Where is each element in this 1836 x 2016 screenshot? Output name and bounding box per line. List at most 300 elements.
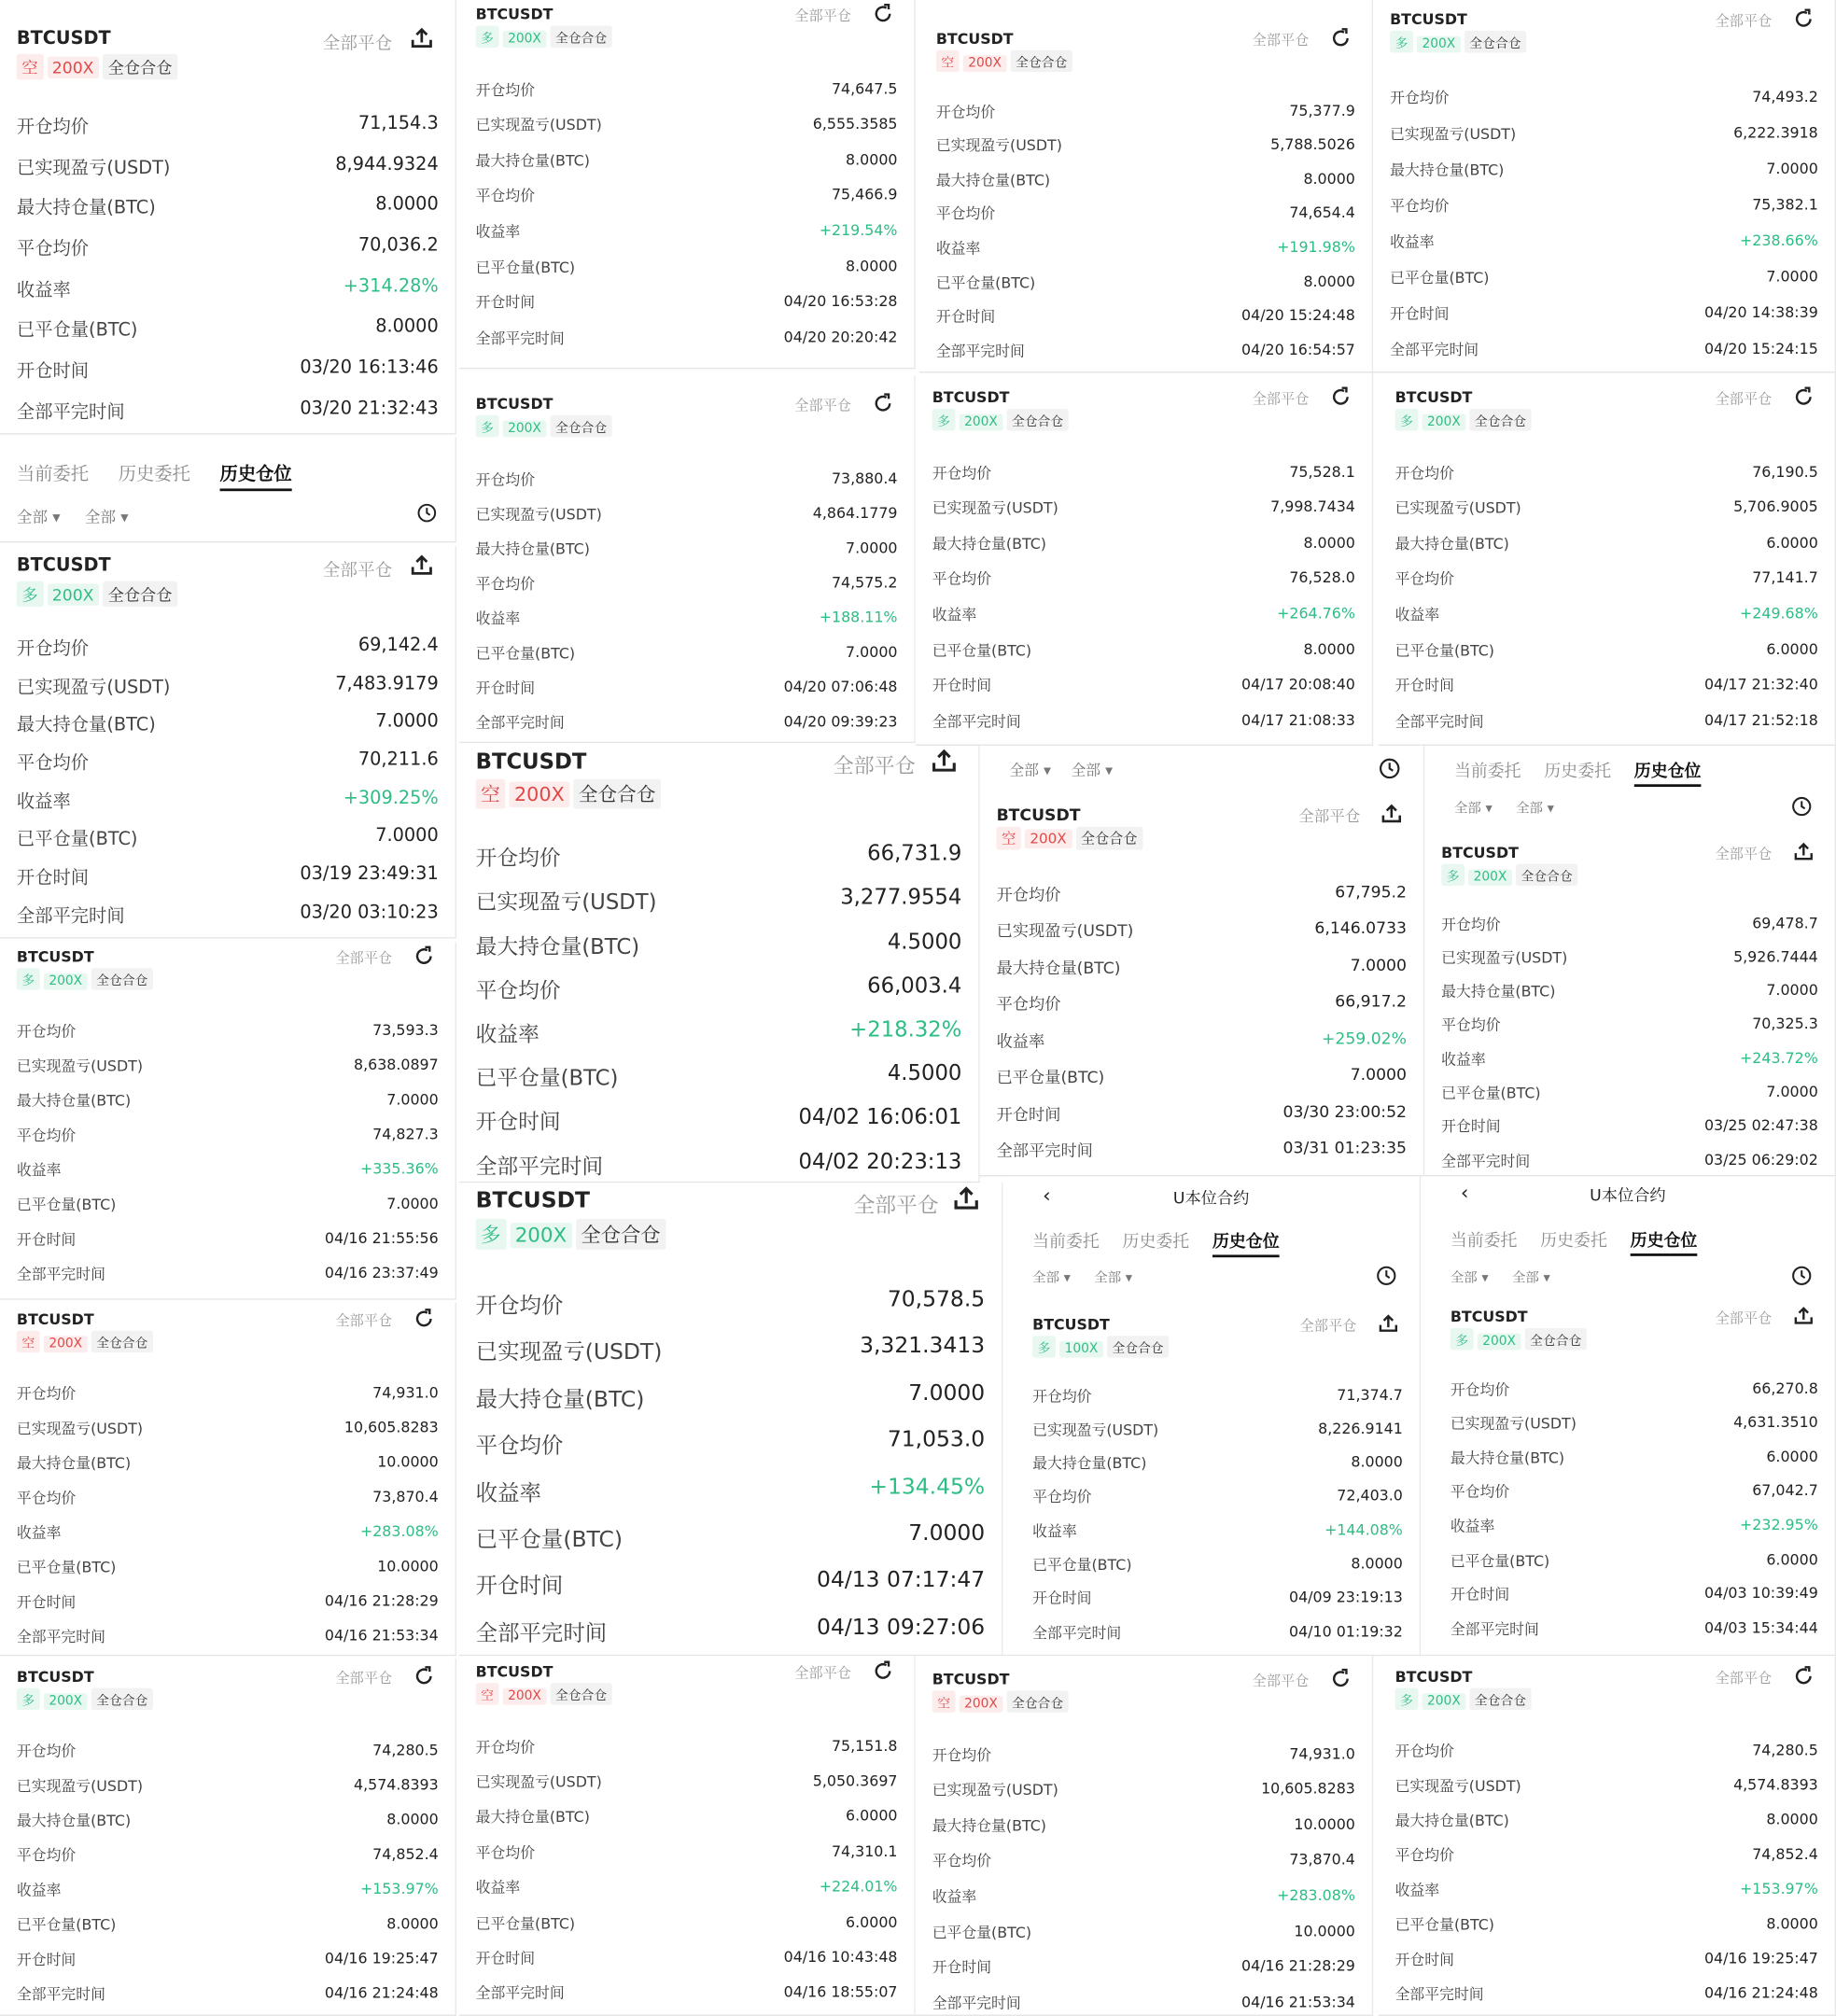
close-all-button[interactable]: 全部平仓 [1252,1672,1310,1689]
row-label: 收益率 [16,279,71,301]
position-card [0,546,456,938]
position-card [1424,746,1836,1176]
filter-type-dropdown[interactable]: 全部 ▾ [1032,1269,1071,1286]
refresh-icon[interactable] [1329,27,1352,56]
clock-icon[interactable] [416,503,437,529]
row-label: 开仓均价 [1032,1386,1092,1405]
tab-order-history[interactable]: 历史委托 [1540,1231,1607,1252]
row-label: 最大持仓量(BTC) [475,1808,590,1827]
row-value: 04/20 15:24:15 [1703,338,1818,357]
margin-mode-tag: 全仓合仓 [573,779,661,809]
row-label: 开仓时间 [1395,676,1454,695]
row-value: 04/17 20:08:40 [1241,675,1355,693]
row-value: +188.11% [819,607,898,626]
row-value: 74,280.5 [1752,1740,1818,1758]
clock-icon[interactable] [1375,1265,1396,1291]
leverage-tag: 200X [510,1223,571,1249]
short-tag: 空 [17,1330,40,1351]
row-value: 5,050.3697 [812,1771,898,1790]
row-label: 收益率 [475,222,521,241]
margin-mode-tag: 全仓合仓 [1006,1690,1068,1712]
row-label: 收益率 [1390,231,1435,250]
tag-group [17,581,181,607]
row-label: 全部平完时间 [1450,1619,1539,1638]
row-value: 75,382.1 [1752,194,1818,213]
row-value: +134.45% [869,1474,986,1500]
row-value: 74,310.1 [831,1841,898,1860]
refresh-icon[interactable] [1329,1667,1352,1696]
short-tag: 空 [17,53,43,79]
row-value: 7.0000 [1766,266,1818,286]
row-value: +314.28% [343,275,439,297]
row-label: 全部平完时间 [935,342,1025,360]
leverage-tag: 200X [503,1687,547,1704]
leverage-tag: 200X [44,1693,88,1710]
row-label: 已平仓量(BTC) [475,1913,576,1932]
refresh-icon[interactable] [1792,385,1815,414]
row-label: 开仓时间 [1441,1117,1501,1136]
close-all-button[interactable]: 全部平仓 [335,949,393,967]
margin-mode-tag: 全仓合仓 [1469,1687,1531,1709]
row-label: 最大持仓量(BTC) [1441,982,1556,1001]
row-value: 67,042.7 [1752,1481,1818,1500]
row-label: 已平仓量(BTC) [932,640,1032,659]
row-label: 开仓时间 [935,307,996,326]
row-value: 10.0000 [1294,1814,1355,1833]
row-label: 收益率 [996,1030,1045,1051]
margin-mode-tag: 全仓合仓 [550,25,611,47]
row-label: 最大持仓量(BTC) [935,170,1051,189]
row-label: 开仓均价 [935,102,996,120]
symbol-title: BTCUSDT [935,29,1014,48]
row-value: 8.0000 [846,149,898,169]
position-card [459,1183,1003,1656]
filter-direction-dropdown[interactable]: 全部 ▾ [1516,801,1554,817]
row-value: 6,222.3918 [1733,122,1818,141]
row-label: 收益率 [475,1480,541,1506]
row-value: 8.0000 [1303,169,1355,188]
close-all-button[interactable]: 全部平仓 [1299,1317,1357,1335]
close-all-button[interactable]: 全部平仓 [833,753,916,778]
clock-icon[interactable] [1790,1265,1812,1291]
row-label: 全部平完时间 [932,711,1021,731]
row-label: 最大持仓量(BTC) [16,1091,132,1110]
tab-current-orders[interactable]: 当前委托 [16,464,90,485]
tag-group [476,1219,670,1250]
row-value: 04/10 01:19:32 [1289,1621,1403,1641]
row-value: 4,864.1779 [812,503,898,522]
row-value: 66,270.8 [1752,1379,1818,1397]
refresh-icon[interactable] [412,945,434,973]
filter-type-dropdown[interactable]: 全部 ▾ [1453,801,1493,817]
close-all-button[interactable]: 全部平仓 [322,560,393,581]
tag-group [936,49,1076,71]
tab-position-history[interactable]: 历史仓位 [1634,757,1702,787]
row-value: 04/02 20:23:13 [798,1149,962,1174]
clock-icon[interactable] [1790,796,1812,822]
refresh-icon[interactable] [412,1308,434,1337]
row-label: 已平仓量(BTC) [1441,1084,1541,1102]
row-label: 全部平完时间 [16,401,125,423]
row-value: 04/02 16:06:01 [798,1104,962,1130]
share-icon[interactable] [1379,803,1402,833]
row-value: 69,478.7 [1752,913,1818,932]
close-all-button[interactable]: 全部平仓 [1252,31,1310,49]
row-label: 最大持仓量(BTC) [996,958,1121,977]
row-label: 已平仓量(BTC) [1395,1914,1494,1934]
row-value: 3,277.9554 [840,885,962,910]
filter-direction-dropdown[interactable]: 全部 ▾ [84,508,129,526]
row-value: 74,931.0 [1289,1743,1355,1762]
row-label: 平仓均价 [1395,569,1454,588]
row-label: 已平仓量(BTC) [475,1527,623,1553]
long-tag: 多 [476,1219,506,1250]
tab-current-orders[interactable]: 当前委托 [1450,1231,1518,1252]
row-label: 收益率 [16,1523,62,1542]
clock-icon[interactable] [1378,757,1400,786]
row-value: 04/16 19:25:47 [324,1948,439,1967]
row-value: 74,493.2 [1752,87,1818,105]
row-value: 74,931.0 [372,1382,439,1401]
row-label: 收益率 [1395,605,1440,623]
row-label: 最大持仓量(BTC) [475,933,640,959]
row-value: 8.0000 [1351,1554,1403,1573]
symbol-title: BTCUSDT [16,946,94,965]
long-tag: 多 [1441,863,1465,885]
row-value: 8.0000 [386,1913,439,1932]
long-tag: 多 [17,1687,40,1709]
row-label: 已实现盈亏(USDT) [935,136,1062,155]
row-label: 收益率 [16,1880,62,1898]
row-label: 开仓均价 [16,638,90,660]
close-all-button[interactable]: 全部平仓 [1715,390,1773,408]
row-label: 开仓时间 [932,676,992,695]
row-label: 已平仓量(BTC) [932,1923,1032,1941]
row-value: 04/16 10:43:48 [783,1947,898,1967]
close-all-button[interactable]: 全部平仓 [853,1193,939,1218]
row-value: 03/30 23:00:52 [1282,1101,1407,1122]
row-value: 74,575.2 [831,572,898,591]
row-value: 4,574.8393 [1733,1774,1818,1793]
share-icon[interactable] [951,1184,981,1222]
row-label: 已平仓量(BTC) [475,258,576,276]
row-value: 70,211.6 [357,749,439,771]
row-value: 6.0000 [846,1806,898,1826]
row-value: 04/20 16:54:57 [1241,340,1355,358]
close-all-button[interactable]: 全部平仓 [1715,1309,1773,1326]
close-all-button[interactable]: 全部平仓 [322,33,393,54]
row-label: 已实现盈亏(USDT) [996,920,1134,941]
row-value: 10.0000 [377,1452,439,1471]
row-label: 已实现盈亏(USDT) [16,1776,144,1795]
close-all-button[interactable]: 全部平仓 [1715,1669,1773,1687]
row-value: 67,795.2 [1335,881,1407,902]
leverage-tag: 200X [1423,1693,1466,1710]
tag-group [17,968,157,989]
leverage-tag: 200X [44,973,88,989]
row-label: 已实现盈亏(USDT) [1441,948,1568,967]
position-card [0,943,456,1300]
row-label: 最大持仓量(BTC) [16,715,156,736]
row-value: 7.0000 [1766,159,1818,177]
symbol-title: BTCUSDT [475,1661,554,1680]
row-value: 04/16 21:53:34 [324,1626,439,1645]
refresh-icon[interactable] [412,1665,434,1694]
row-value: 8.0000 [375,194,439,216]
filter-direction-dropdown[interactable]: 全部 ▾ [1094,1269,1133,1286]
filter-direction-dropdown[interactable]: 全部 ▾ [1511,1269,1550,1286]
row-value: 04/16 21:55:56 [324,1229,439,1248]
filter-type-dropdown[interactable]: 全部 ▾ [1009,761,1052,779]
tag-group [1032,1336,1172,1357]
row-value: 3,321.3413 [860,1333,986,1360]
close-all-button[interactable]: 全部平仓 [1715,12,1773,30]
row-label: 开仓时间 [475,293,536,312]
row-value: 74,654.4 [1289,203,1355,222]
margin-mode-tag: 全仓合仓 [1075,827,1142,850]
row-value: 04/20 20:20:42 [783,327,898,346]
row-value: 5,788.5026 [1270,134,1355,154]
row-label: 全部平完时间 [1390,340,1479,358]
refresh-icon[interactable] [1329,385,1352,414]
row-label: 开仓时间 [1395,1950,1454,1968]
symbol-title: BTCUSDT [475,4,554,23]
long-tag: 多 [1395,1687,1419,1709]
row-label: 开仓均价 [1395,463,1454,482]
row-value: +243.72% [1740,1048,1818,1067]
close-all-button[interactable]: 全部平仓 [335,1311,393,1329]
row-label: 开仓时间 [16,361,90,383]
close-all-button[interactable]: 全部平仓 [1298,806,1361,826]
row-label: 已实现盈亏(USDT) [16,1419,144,1437]
row-label: 收益率 [1395,1880,1440,1898]
close-all-button[interactable]: 全部平仓 [335,1669,393,1687]
row-label: 已平仓量(BTC) [16,1558,117,1576]
close-all-button[interactable]: 全部平仓 [1252,390,1310,408]
row-value: 04/17 21:32:40 [1703,675,1818,693]
row-label: 全部平完时间 [1395,1984,1484,2003]
refresh-icon[interactable] [871,2,893,31]
row-value: 66,731.9 [867,841,962,866]
leverage-tag: 200X [960,1695,1003,1712]
tab-order-history[interactable]: 历史委托 [1544,762,1612,782]
row-label: 收益率 [1441,1050,1486,1069]
row-label: 已平仓量(BTC) [16,320,138,342]
row-label: 全部平完时间 [475,1620,608,1647]
refresh-icon[interactable] [1792,1665,1815,1694]
tab-current-orders[interactable]: 当前委托 [1032,1233,1100,1253]
row-value: 7.0000 [386,1194,439,1213]
share-icon[interactable] [409,25,435,57]
row-label: 平仓均价 [935,204,996,223]
row-label: 开仓时间 [16,1950,77,1968]
row-value: 04/16 21:28:29 [324,1591,439,1610]
row-label: 全部平完时间 [16,1628,105,1646]
row-value: 03/25 02:47:38 [1703,1116,1818,1135]
tab-position-history[interactable]: 历史仓位 [1631,1226,1698,1256]
row-label: 已实现盈亏(USDT) [932,498,1058,517]
row-value: 04/03 15:34:44 [1703,1617,1818,1637]
tag-group [1395,409,1535,430]
symbol-title: BTCUSDT [475,749,587,775]
row-label: 最大持仓量(BTC) [16,198,156,219]
tab-current-orders[interactable]: 当前委托 [1453,762,1521,782]
back-button[interactable]: ‹ [1043,1183,1051,1208]
row-value: 03/25 06:29:02 [1703,1150,1818,1169]
row-label: 平仓均价 [1441,1015,1501,1035]
row-label: 平仓均价 [16,1845,77,1864]
row-value: +264.76% [1277,604,1355,623]
close-all-button[interactable]: 全部平仓 [1715,845,1773,862]
position-card [916,372,1373,745]
row-label: 已实现盈亏(USDT) [1450,1414,1577,1433]
row-value: 66,917.2 [1335,991,1407,1012]
row-value: 03/31 01:23:35 [1282,1138,1407,1158]
row-value: +283.08% [1277,1885,1355,1904]
position-card [1421,1176,1836,1656]
position-card [0,0,456,435]
row-label: 开仓时间 [1450,1585,1510,1603]
row-value: +259.02% [1321,1028,1407,1048]
position-card [459,743,980,1183]
refresh-icon[interactable] [871,1659,893,1688]
long-tag: 多 [1390,31,1413,52]
row-label: 已平仓量(BTC) [935,273,1036,292]
row-label: 收益率 [1450,1517,1495,1535]
back-button[interactable]: ‹ [1460,1181,1469,1205]
row-label: 最大持仓量(BTC) [932,534,1046,553]
row-label: 平仓均价 [16,239,90,260]
filter-type-dropdown[interactable]: 全部 ▾ [1450,1269,1489,1286]
refresh-icon[interactable] [871,392,893,421]
row-value: +219.54% [819,220,898,240]
filter-type-dropdown[interactable]: 全部 ▾ [16,508,61,526]
row-label: 开仓时间 [16,867,90,889]
row-value: 8.0000 [846,256,898,275]
leverage-tag: 200X [503,420,547,437]
row-value: +249.68% [1740,604,1818,623]
filter-direction-dropdown[interactable]: 全部 ▾ [1071,761,1114,779]
row-label: 全部平完时间 [1441,1151,1531,1170]
row-label: 已实现盈亏(USDT) [475,889,657,916]
row-value: 04/16 23:37:49 [324,1264,439,1282]
row-value: 74,647.5 [831,78,898,98]
row-label: 开仓均价 [996,884,1061,904]
tag-group [932,1690,1072,1712]
row-value: 4.5000 [887,1060,962,1085]
margin-mode-tag: 全仓合仓 [1465,31,1526,52]
row-value: 8.0000 [1303,533,1355,552]
tab-order-history[interactable]: 历史委托 [118,464,190,485]
leverage-tag: 200X [1417,35,1461,52]
symbol-title: BTCUSDT [16,1666,94,1686]
row-label: 开仓时间 [996,1104,1061,1124]
margin-mode-tag: 全仓合仓 [103,581,177,607]
row-value: 7.0000 [375,825,439,847]
margin-mode-tag: 全仓合仓 [1469,409,1531,430]
row-label: 平仓均价 [475,187,536,205]
row-value: 03/20 16:13:46 [300,357,439,379]
row-label: 收益率 [932,605,977,623]
short-tag: 空 [997,827,1021,850]
tag-group [476,414,616,436]
row-label: 开仓均价 [1395,1741,1454,1760]
refresh-icon[interactable] [1792,7,1815,36]
row-label: 开仓均价 [16,1741,77,1760]
short-tag: 空 [476,1683,499,1704]
row-label: 平仓均价 [475,1434,564,1460]
short-tag: 空 [936,49,960,71]
row-value: 8,638.0897 [354,1055,439,1073]
row-label: 开仓时间 [1390,303,1450,323]
row-value: 73,880.4 [831,469,898,487]
row-label: 开仓均价 [16,1383,77,1403]
row-label: 收益率 [16,791,71,813]
share-icon[interactable] [1792,841,1815,870]
row-label: 开仓时间 [16,1592,77,1612]
row-label: 开仓时间 [16,1230,77,1249]
row-value: +224.01% [819,1877,898,1896]
row-label: 已平仓量(BTC) [16,1914,117,1934]
symbol-title: BTCUSDT [1390,9,1467,28]
share-icon[interactable] [929,747,958,783]
row-value: 70,036.2 [357,235,439,257]
margin-mode-tag: 全仓合仓 [1006,409,1068,430]
close-all-button[interactable]: 全部平仓 [794,396,851,413]
row-value: 74,827.3 [372,1125,439,1143]
close-all-button[interactable]: 全部平仓 [794,1664,851,1682]
close-all-button[interactable]: 全部平仓 [794,7,851,24]
row-value: +238.66% [1740,231,1818,249]
share-icon[interactable] [1792,1305,1815,1334]
row-label: 最大持仓量(BTC) [475,151,590,170]
row-label: 开仓均价 [475,1737,536,1756]
margin-mode-tag: 全仓合仓 [576,1219,666,1250]
row-value: +335.36% [359,1159,439,1178]
row-label: 全部平完时间 [475,1154,604,1179]
row-label: 全部平完时间 [16,1265,105,1284]
row-value: 04/16 21:24:48 [1703,1982,1818,2002]
row-label: 全部平完时间 [475,329,565,347]
share-icon[interactable] [409,553,435,584]
row-value: 04/13 07:17:47 [817,1567,986,1594]
row-label: 全部平完时间 [475,712,565,732]
row-label: 平仓均价 [932,1852,992,1870]
position-card [980,746,1425,1176]
row-label: 最大持仓量(BTC) [1450,1449,1565,1467]
row-value: 7.0000 [386,1089,439,1109]
position-card [1002,1176,1421,1656]
position-card [0,1302,456,1656]
leverage-tag: 200X [1468,869,1512,886]
share-icon[interactable] [1377,1312,1399,1341]
row-value: 71,374.7 [1337,1385,1403,1404]
row-label: 已实现盈亏(USDT) [932,1781,1058,1799]
row-label: 全部平完时间 [996,1141,1093,1161]
long-tag: 多 [1032,1336,1056,1357]
leverage-tag: 200X [1423,413,1466,430]
row-value: 6,555.3585 [812,114,898,133]
tab-position-history[interactable]: 历史仓位 [1212,1228,1280,1258]
row-value: 10.0000 [377,1557,439,1575]
row-label: 开仓均价 [475,846,561,871]
long-tag: 多 [17,968,40,989]
symbol-title: BTCUSDT [1395,1666,1473,1686]
tab-order-history[interactable]: 历史委托 [1122,1233,1190,1253]
tag-group [17,1330,157,1351]
symbol-title: BTCUSDT [932,387,1010,406]
tab-position-history[interactable]: 历史仓位 [220,460,292,491]
